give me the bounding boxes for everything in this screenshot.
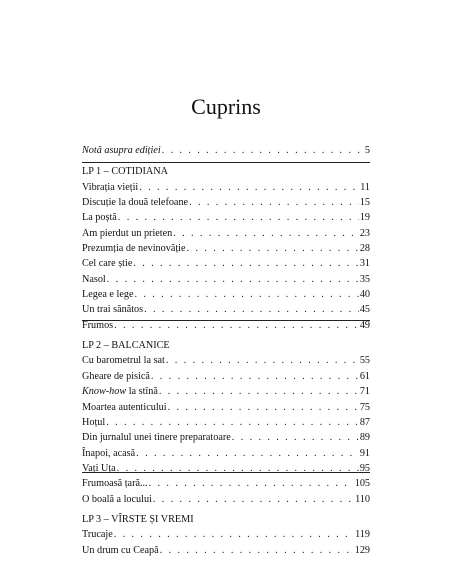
toc-entry-page: 75: [359, 401, 370, 413]
toc-entry-title: [82, 369, 150, 384]
toc-entry-title: [82, 287, 133, 302]
toc-entry-page: 31: [359, 258, 370, 270]
toc-entry: [82, 272, 370, 287]
toc-entry: [82, 430, 370, 445]
toc-entry-title: [82, 195, 188, 210]
toc-entry-page: 28: [359, 243, 370, 255]
dot-leader: [160, 543, 354, 558]
toc-entry-title: [82, 241, 186, 256]
toc-entry: [82, 287, 370, 302]
toc-entry-title: [82, 527, 113, 542]
toc-entry-title-part: Legea e lege: [82, 289, 134, 301]
toc-entry: [82, 446, 370, 461]
toc-entry: [82, 492, 370, 507]
toc-entry-title: [82, 400, 167, 415]
toc-entry-title-part: Prezumția de nevinovăție: [82, 243, 186, 255]
toc-entry-title-part: Vibrația vieții: [82, 181, 139, 193]
toc-entry-title-part: la stînă: [126, 386, 158, 398]
toc-entry-title: [82, 430, 231, 445]
toc-entry-page: 119: [355, 529, 370, 541]
toc-entry-title-part: La poștă: [82, 212, 117, 224]
toc-entry-title: [82, 476, 148, 491]
dot-leader: [133, 256, 358, 271]
toc-entry: [82, 543, 370, 558]
toc-entry-title-part: Nasol: [82, 273, 106, 285]
dot-leader: [187, 241, 359, 256]
section-heading: LP 3 – VÎRSTE ȘI VREMI: [82, 513, 194, 525]
dot-leader: [232, 430, 359, 445]
dot-leader: [151, 369, 359, 384]
toc-entry: [82, 461, 370, 476]
dot-leader: [106, 415, 359, 430]
toc-entry: [82, 400, 370, 415]
page-title: Cuprins: [191, 94, 261, 119]
toc-entry-title: [82, 461, 116, 476]
toc-entry-page: 55: [359, 355, 370, 367]
toc-entry-intro: [82, 143, 370, 158]
toc-entry-title-part: Cu barometrul la sat: [82, 355, 165, 367]
toc-entry: [82, 180, 370, 195]
toc-entry-page: 35: [359, 273, 370, 285]
toc-entry-title-part: Vați Uța: [82, 462, 116, 474]
dot-leader: [107, 272, 359, 287]
toc-entry-title: [82, 226, 172, 241]
toc-entry-title-part: Moartea autenticului: [82, 401, 167, 413]
dot-leader: [139, 180, 359, 195]
toc-entry-title: [82, 415, 105, 430]
toc-entry: [82, 369, 370, 384]
dot-leader: [149, 476, 354, 491]
toc-entry-title: [82, 180, 138, 195]
toc-entry: [82, 210, 370, 225]
toc-entry: [82, 241, 370, 256]
toc-entry-title-part: Un drum cu Ceapă: [82, 544, 159, 556]
dot-leader: [114, 318, 359, 333]
toc-entry-title-part: Hoțul: [82, 416, 106, 428]
toc-entry-title-part: Înapoi, acasă: [82, 447, 136, 459]
toc-entry-page: 5: [364, 145, 370, 156]
toc-entry: [82, 476, 370, 491]
toc-entry-title: [82, 302, 143, 317]
dot-leader: [134, 287, 358, 302]
toc-entry-page: 40: [359, 289, 370, 301]
toc-entry: [82, 195, 370, 210]
table-of-contents: [82, 143, 370, 558]
toc-entry-title: [82, 210, 117, 225]
toc-entry: [82, 384, 370, 399]
toc-entry-page: 61: [359, 370, 370, 382]
toc-entry-title-part: Frumos: [82, 319, 114, 331]
toc-entry-page: 15: [359, 197, 370, 209]
dot-leader: [144, 302, 359, 317]
dot-leader: [153, 492, 354, 507]
toc-entry-title: [82, 353, 165, 368]
toc-entry-title-part: Know-how: [82, 386, 127, 398]
dot-leader: [189, 195, 359, 210]
toc-entry-title: [82, 318, 113, 333]
toc-entry-page: 45: [359, 304, 370, 316]
toc-entry: [82, 415, 370, 430]
toc-entry: [82, 226, 370, 241]
toc-entry-page: 91: [359, 447, 370, 459]
toc-entry-title-part: Din jurnalul unei tinere preparatoare: [82, 432, 231, 444]
toc-entry-page: 95: [359, 462, 370, 474]
section-heading: LP 2 – BALCANICE: [82, 340, 170, 352]
toc-entry-title: [82, 256, 132, 271]
toc-entry: [82, 302, 370, 317]
dot-leader: [136, 446, 359, 461]
toc-entry-title-part: Cel care știe: [82, 258, 133, 270]
toc-entry-page: 71: [359, 386, 370, 398]
toc-entry-title-part: Un trai sănătos: [82, 304, 144, 316]
toc-entry-title-part: Trucaje: [82, 529, 113, 541]
toc-entry-title: [82, 272, 106, 287]
toc-entry-title-part: Am pierdut un prieten: [82, 227, 173, 239]
dot-leader: [168, 400, 359, 415]
dot-leader: [159, 384, 359, 399]
toc-entry-page: 89: [359, 432, 370, 444]
toc-entry-page: 23: [359, 227, 370, 239]
toc-entry-title: [82, 384, 158, 399]
dot-leader: [118, 210, 359, 225]
toc-entry-page: 110: [355, 493, 370, 505]
toc-entry: [82, 353, 370, 368]
toc-entry-page: 11: [360, 181, 370, 193]
toc-entry-page: 49: [359, 319, 370, 331]
toc-entry: [82, 256, 370, 271]
dot-leader: [173, 226, 359, 241]
toc-entry-title: [82, 543, 159, 558]
toc-entry-page: 87: [359, 416, 370, 428]
toc-entry-title: [82, 446, 135, 461]
dot-leader: [114, 527, 354, 542]
toc-entry-title-part: Frumoasă țară...: [82, 478, 148, 490]
dot-leader: [166, 353, 359, 368]
dot-leader: [162, 143, 364, 158]
toc-entry-title-part: Gheare de pisică: [82, 370, 150, 382]
toc-entry-page: 105: [354, 478, 370, 490]
toc-sections: [82, 164, 370, 558]
toc-entry-page: 19: [359, 212, 370, 224]
toc-entry-title-part: O boală a locului: [82, 493, 152, 505]
toc-entry: [82, 527, 370, 542]
section-heading: LP 1 – COTIDIANA: [82, 166, 168, 178]
toc-entry-title-part: Discuție la două telefoane: [82, 197, 189, 209]
toc-entry: [82, 318, 370, 333]
toc-entry-title: Notă asupra ediției: [82, 145, 161, 156]
toc-entry-title: [82, 492, 152, 507]
toc-entry-page: 129: [354, 544, 370, 556]
dot-leader: [117, 461, 359, 476]
